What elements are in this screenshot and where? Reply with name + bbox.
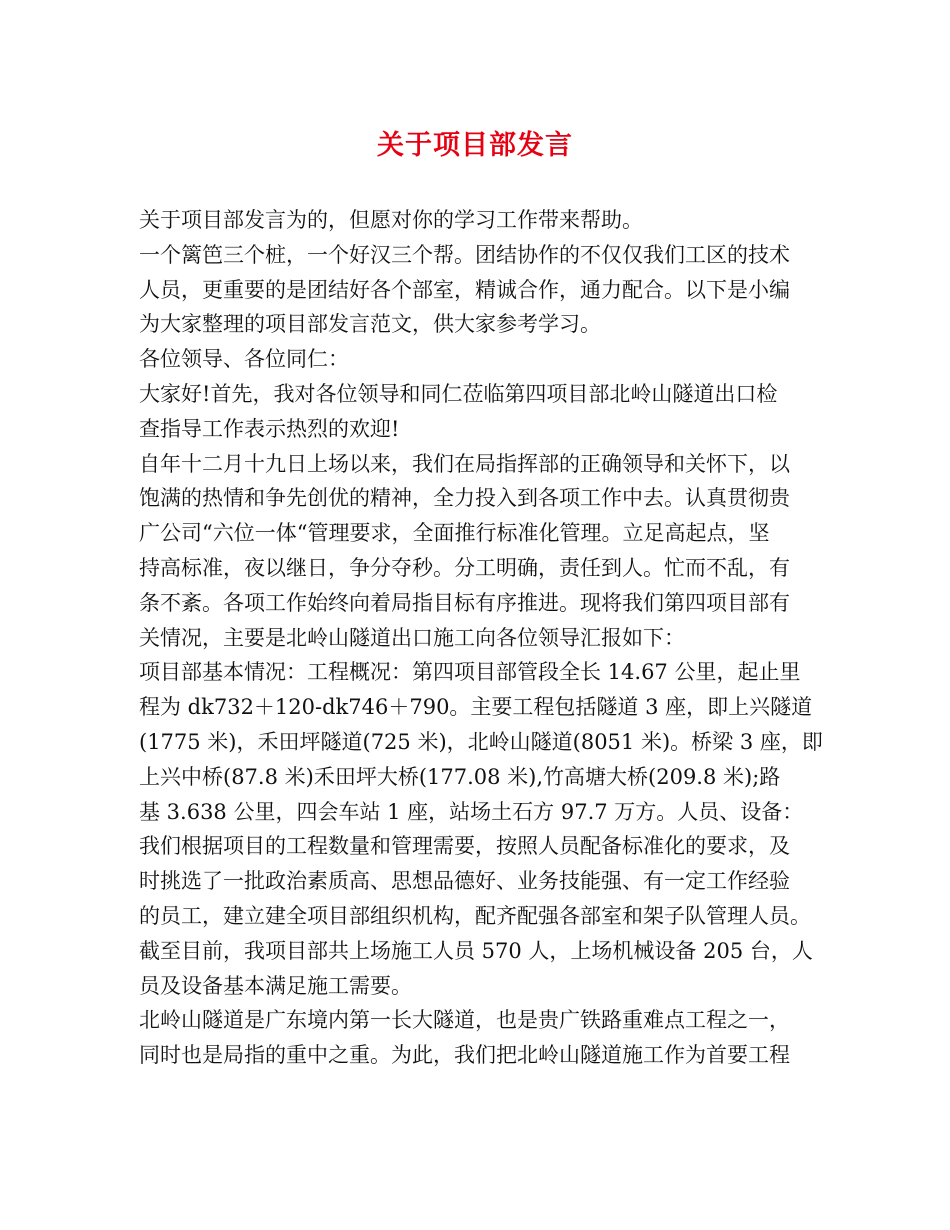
body-line: 人员，更重要的是团结好各个部室，精诚合作，通力配合。以下是小编 — [139, 277, 790, 302]
body-line: 为大家整理的项目部发言范文，供大家参考学习。 — [139, 312, 601, 337]
body-line: 我们根据项目的工程数量和管理需要，按照人员配备标准化的要求，及 — [139, 834, 790, 859]
body-line: (1775 米)，禾田坪隧道(725 米)，北岭山隧道(8051 米)。桥梁 3 座，即 — [139, 729, 823, 754]
body-line: 广公司“六位一体“管理要求，全面推行标准化管理。立足高起点，坚 — [139, 521, 770, 546]
document-title: 关于项目部发言 — [377, 130, 573, 161]
body-line: 条不紊。各项工作始终向着局指目标有序推进。现将我们第四项目部有 — [139, 590, 790, 615]
body-line: 一个篱笆三个桩，一个好汉三个帮。团结协作的不仅仅我们工区的技术 — [139, 242, 790, 267]
body-line: 关情况，主要是北岭山隧道出口施工向各位领导汇报如下： — [139, 625, 685, 650]
body-line: 持高标准，夜以继日，争分夺秒。分工明确，责任到人。忙而不乱，有 — [139, 555, 790, 580]
body-line: 程为 dk732＋120-dk746＋790。主要工程包括隧道 3 座，即上兴隧道 — [139, 695, 813, 720]
document-body — [139, 203, 839, 1073]
body-line: 员及设备基本满足施工需要。 — [139, 973, 412, 998]
body-line: 北岭山隧道是广东境内第一长大隧道，也是贵广铁路重难点工程之一， — [139, 1008, 790, 1033]
body-line: 各位领导、各位同仁： — [139, 347, 349, 372]
body-line: 基 3.638 公里，四会车站 1 座，站场土石方 97.7 万方。人员、设备： — [139, 799, 804, 824]
body-line: 自年十二月十九日上场以来，我们在局指挥部的正确领导和关怀下，以 — [139, 451, 790, 476]
body-line: 的员工，建立建全项目部组织机构，配齐配强各部室和架子队管理人员。 — [139, 903, 811, 928]
body-line: 截至目前，我项目部共上场施工人员 570 人，上场机械设备 205 台，人 — [139, 938, 813, 963]
body-line: 饱满的热情和争先创优的精神，全力投入到各项工作中去。认真贯彻贵 — [139, 486, 790, 511]
body-line: 时挑选了一批政治素质高、思想品德好、业务技能强、有一定工作经验 — [139, 869, 790, 894]
body-line: 项目部基本情况：工程概况：第四项目部管段全长 14.67 公里，起止里 — [139, 660, 801, 685]
body-line: 关于项目部发言为的，但愿对你的学习工作带来帮助。 — [139, 208, 643, 232]
body-line: 查指导工作表示热烈的欢迎! — [139, 416, 400, 441]
body-line: 同时也是局指的重中之重。为此，我们把北岭山隧道施工作为首要工程 — [139, 1043, 790, 1068]
body-line: 大家好!首先，我对各位领导和同仁莅临第四项目部北岭山隧道出口检 — [139, 381, 778, 406]
body-line: 上兴中桥(87.8 米)禾田坪大桥(177.08 米),竹高塘大桥(209.8 米);路 — [139, 764, 781, 789]
